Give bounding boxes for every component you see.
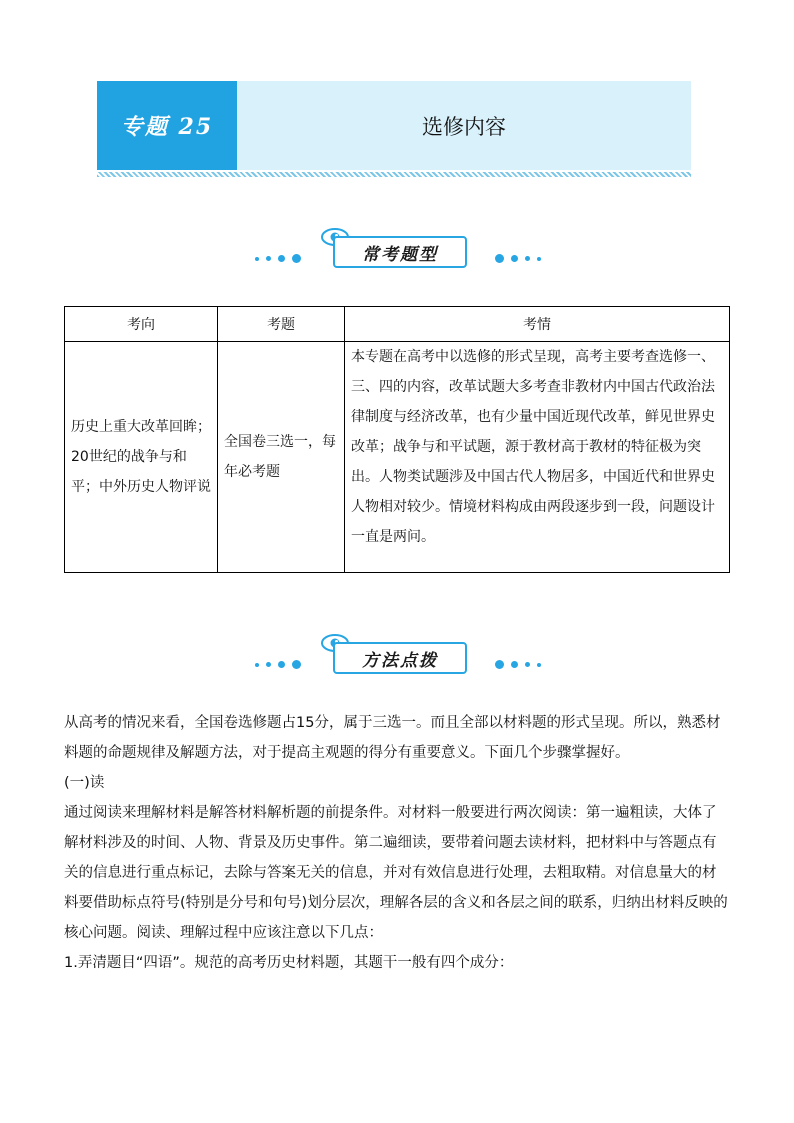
paragraph-step-1: 1.弄清题目“四语”。规范的高考历史材料题，其题干一般有四个成分：: [64, 955, 514, 971]
column-header-situation: 考情: [345, 307, 730, 342]
decorative-dots-left: [255, 660, 301, 669]
decorative-dots-right: [495, 660, 541, 669]
topic-number-tag: 专题 25: [97, 81, 237, 170]
section-heading-common-types: [255, 228, 541, 264]
header-divider: [97, 172, 691, 177]
section-heading-methods: [255, 634, 541, 670]
header-banner: [97, 81, 691, 170]
column-header-direction: 考向: [65, 307, 218, 342]
column-header-questions: 考题: [218, 307, 345, 342]
exam-info-table: [64, 306, 730, 573]
page-title: 选修内容: [422, 114, 506, 139]
paragraph-read: 通过阅读来理解材料是解答材料解析题的前提条件。对材料一般要进行两次阅读：第一遍粗读，大体了解材料涉及的时间、人物、背景及历史事件。第二遍细读，要带着问题去读材料，把材料中与答题点有关的信息进行重点标记，去除与答案无关的信息，并对有效信息进行处理，去粗取精。对信息量大的材料要借助标点符号(特别是分号和句号)划分层次，理解各层的含义和各层之间的联系，归纳出材料反映的核心问题。阅读、理解过程中应该注意以下几点：: [64, 805, 728, 941]
table-header-row: [65, 307, 730, 342]
decorative-dots-right: [495, 254, 541, 263]
section-title: 方法点拨: [333, 642, 467, 674]
decorative-dots-left: [255, 254, 301, 263]
cell-situation: 本专题在高考中以选修的形式呈现，高考主要考查选修一、三、四的内容，改革试题大多考查非教材内中国古代政治法律制度与经济改革，也有少量中国近现代改革，鲜见世界史改革；战争与和平试题，源于教材高于教材的特征极为突出。人物类试题涉及中国古代人物居多，中国近代和世界史人物相对较少。情境材料构成由两段逐步到一段，问题设计一直是两问。: [345, 342, 730, 573]
subheading-read: (一)读: [64, 775, 105, 791]
section-title: 常考题型: [333, 236, 467, 268]
cell-direction: 历史上重大改革回眸；20世纪的战争与和平；中外历史人物评说: [65, 342, 218, 573]
paragraph-intro: 从高考的情况来看，全国卷选修题占15分，属于三选一。而且全部以材料题的形式呈现。所以，熟悉材料题的命题规律及解题方法，对于提高主观题的得分有重要意义。下面几个步骤掌握好。: [64, 715, 721, 761]
method-body: [64, 708, 730, 978]
table-row: [65, 342, 730, 573]
cell-questions: 全国卷三选一，每年必考题: [218, 342, 345, 573]
